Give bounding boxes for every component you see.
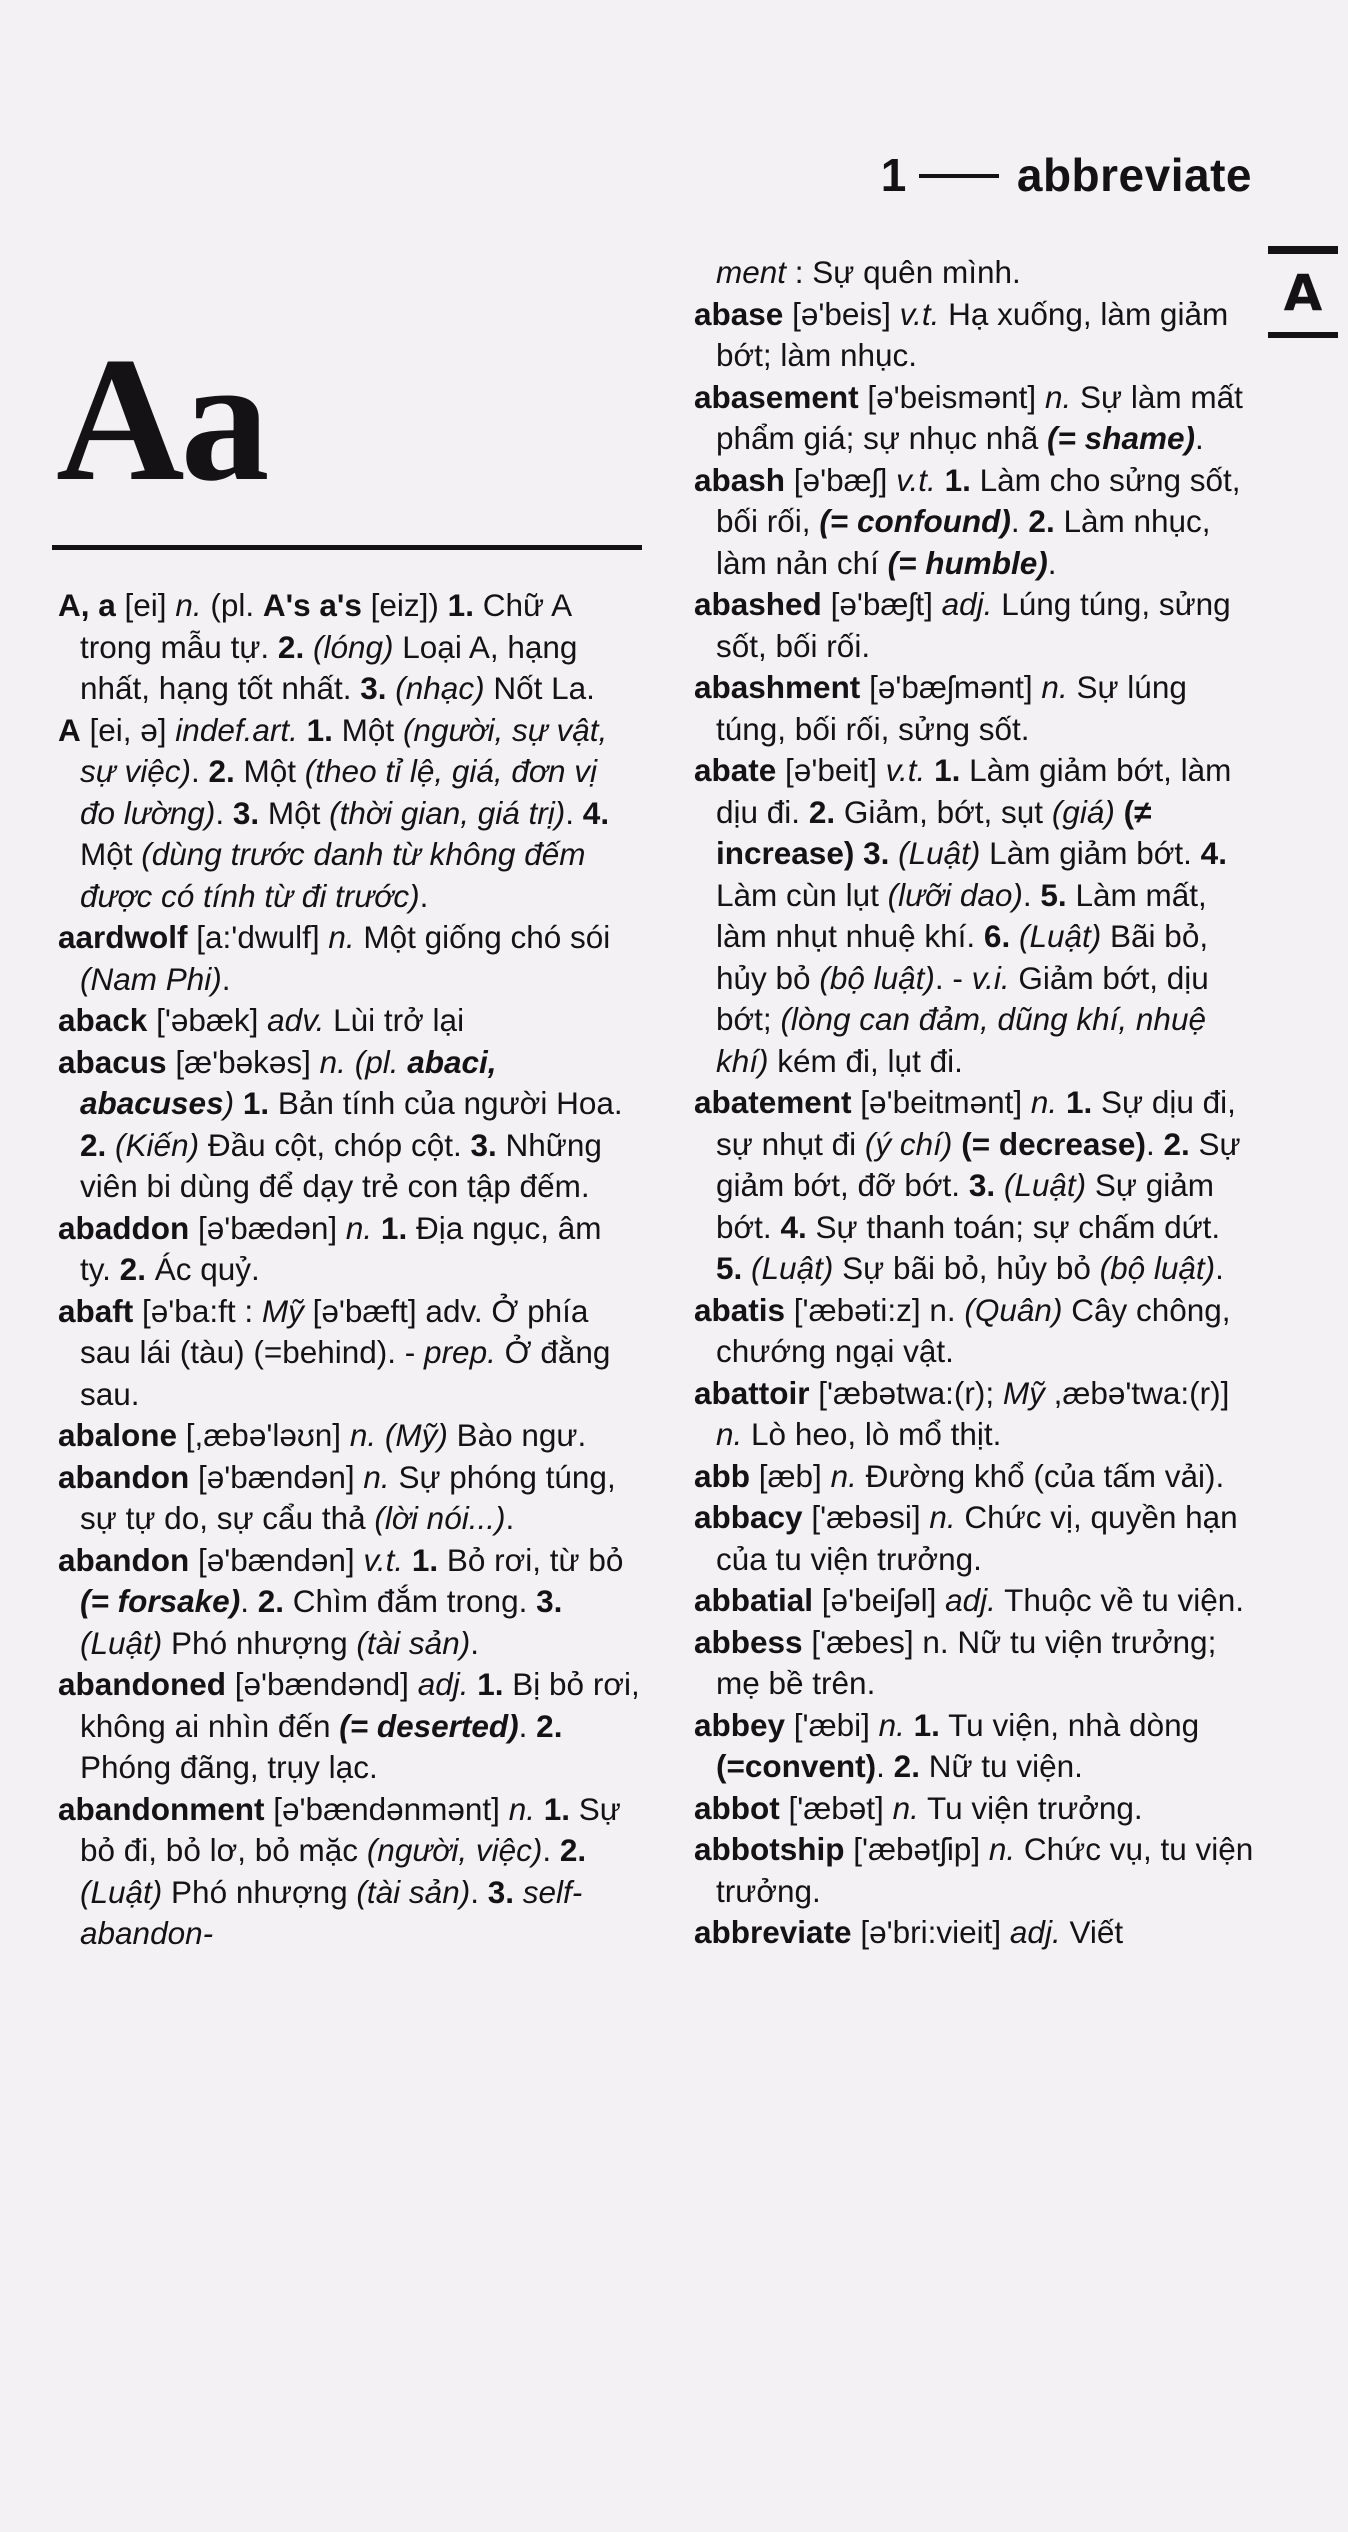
header-dash (919, 174, 999, 178)
entry-headword: abatement (694, 1084, 852, 1120)
entry-headword: abbotship (694, 1831, 845, 1867)
entry-headword: abaft (58, 1292, 134, 1329)
entry-definition: [ə'bændən] v.t. 1. Bỏ rơi, từ bỏ (= forsake). 2. Chìm đắm trong. 3. (Luật) Phó nhượng (tài sản). (80, 1541, 624, 1661)
entry-headword: abacus (58, 1043, 167, 1080)
entry-headword: abandon (58, 1541, 190, 1578)
entry-headword: abbot (694, 1789, 780, 1826)
entry-headword: abasement (694, 378, 859, 415)
entry-headword: abb (694, 1457, 751, 1494)
dictionary-entry (694, 1082, 1254, 1290)
entry-definition: [ə'beis] v.t. Hạ xuống, làm giảm bớt; làm nhục. (716, 295, 1229, 373)
entry-continuation: ment : Sự quên mình. (716, 254, 1021, 290)
entry-headword: abashed (694, 586, 822, 622)
entry-headword: abbey (694, 1706, 786, 1743)
entry-definition: ['æbətwa:(r); Mỹ ,æbə'twa:(r)] n. Lò heo, lò mổ thịt. (716, 1374, 1230, 1452)
dictionary-entry (58, 1042, 640, 1208)
entry-definition: [æb] n. Đường khổ (của tấm vải). (750, 1457, 1225, 1494)
entry-definition: [ə'bændən] n. Sự phóng túng, sự tự do, sự cẩu thả (lời nói...). (80, 1458, 616, 1536)
entry-definition: ['æbi] n. 1. Tu viện, nhà dòng (=convent). 2. Nữ tu viện. (716, 1706, 1200, 1784)
guide-word: abbreviate (1016, 149, 1252, 201)
section-rule (52, 545, 642, 550)
dictionary-entry (58, 1789, 640, 1955)
dictionary-entry (694, 294, 1254, 377)
entry-headword: abbess (694, 1623, 803, 1660)
entry-headword: abattoir (694, 1374, 810, 1411)
entry-headword: abandoned (58, 1666, 227, 1702)
section-letter: Aa (56, 320, 266, 518)
dictionary-entry (58, 917, 640, 1000)
dictionary-entry (694, 1580, 1254, 1622)
dictionary-entry (58, 1000, 640, 1042)
thumb-index-tab (1268, 246, 1338, 338)
dictionary-entry (58, 1457, 640, 1540)
entry-definition: [ə'bæʃ] v.t. 1. Làm cho sửng sốt, bối rối, (= confound). 2. Làm nhục, làm nản chí (= humble). (716, 461, 1241, 581)
dictionary-entry (694, 584, 1254, 667)
dictionary-entry (694, 750, 1254, 1082)
entry-definition: [ə'bændənmənt] n. 1. Sự bỏ đi, bỏ lơ, bỏ mặc (người, việc). 2. (Luật) Phó nhượng (tài sản). 3. self-abandon- (80, 1790, 621, 1951)
entry-headword: abandon (58, 1458, 190, 1495)
dictionary-entry (58, 1540, 640, 1665)
entry-definition: ['əbæk] adv. Lùi trở lại (147, 1002, 465, 1038)
dictionary-entry (694, 1912, 1254, 1954)
running-header (881, 148, 1252, 202)
entry-headword: A, a (58, 587, 116, 623)
dictionary-entry (58, 1415, 640, 1457)
entry-definition: [ə'bændənd] adj. 1. Bị bỏ rơi, không ai nhìn đến (= deserted). 2. Phóng đãng, trụy lạc. (80, 1666, 640, 1785)
entry-headword: abash (694, 461, 786, 498)
entry-definition: [ə'beiʃəl] adj. Thuộc về tu viện. (813, 1582, 1244, 1618)
page-number: 1 (880, 149, 907, 201)
dictionary-entry (58, 1291, 640, 1416)
entry-definition: [ə'bæʃmənt] n. Sự lúng túng, bối rối, sửng sốt. (716, 669, 1187, 747)
thumb-tab-letter: A (1283, 264, 1323, 322)
entry-headword: abandonment (58, 1790, 265, 1827)
dictionary-entry (694, 667, 1254, 750)
entry-definition: [ə'beitmənt] n. 1. Sự dịu đi, sự nhụt đi (ý chí) (= decrease). 2. Sự giảm bớt, đỡ bớt. 3. (Luật) Sự giảm bớt. 4. Sự thanh toán; sự chấm dứt. 5. (Luật) Sự bãi bỏ, hủy bỏ (bộ luật). (716, 1084, 1241, 1286)
entry-headword: abalone (58, 1417, 178, 1453)
right-column (694, 252, 1254, 1954)
entry-headword: abate (694, 752, 777, 788)
dictionary-entry (694, 377, 1254, 460)
dictionary-entry (694, 1705, 1254, 1788)
entry-headword: abase (694, 295, 784, 332)
entry-definition: [,æbə'ləʊn] n. (Mỹ) Bào ngư. (177, 1417, 587, 1453)
entry-headword: aardwolf (58, 919, 188, 955)
entry-headword: aback (58, 1002, 148, 1038)
entry-headword: A (58, 711, 81, 748)
dictionary-entry (58, 585, 640, 710)
entry-headword: abbatial (694, 1582, 814, 1618)
dictionary-entry (694, 460, 1254, 585)
dictionary-entry (58, 1664, 640, 1789)
dictionary-entry (694, 1622, 1254, 1705)
entry-definition: [ə'bæʃt] adj. Lúng túng, sửng sốt, bối rối. (716, 586, 1231, 664)
entry-definition: [ə'bri:vieit] adj. Viết (851, 1914, 1124, 1950)
entry-definition: [ei, ə] indef.art. 1. Một (người, sự vật, sự việc). 2. Một (theo tỉ lệ, giá, đơn vị đo lường). 3. Một (thời gian, giá trị). 4. Một (dùng trước danh từ không đếm được có tính từ đi trước). (80, 711, 610, 914)
entry-definition: [ə'ba:ft : Mỹ [ə'bæft] adv. Ở phía sau lái (tàu) (=behind). - prep. Ở đằng sau. (80, 1292, 611, 1412)
entry-headword: abatis (694, 1291, 786, 1328)
entry-definition: [a:'dwulf] n. Một giống chó sói (Nam Phi). (80, 919, 611, 997)
dictionary-entry (694, 1290, 1254, 1373)
entry-definition: ['æbəsi] n. Chức vị, quyền hạn của tu viện trưởng. (716, 1499, 1238, 1577)
dictionary-entry (58, 1208, 640, 1291)
dictionary-entry (694, 1788, 1254, 1830)
entry-definition: [ə'beit] v.t. 1. Làm giảm bớt, làm dịu đi. 2. Giảm, bớt, sụt (giá) (≠ increase) 3. (Luật) Làm giảm bớt. 4. Làm cùn lụt (lưỡi dao). 5. Làm mất, làm nhụt nhuệ khí. 6. (Luật) Bãi bỏ, hủy bỏ (bộ luật). - v.i. Giảm bớt, dịu bớt; (lòng can đảm, dũng khí, nhuệ khí) kém đi, lụt đi. (716, 752, 1232, 1079)
entry-definition: [ei] n. (pl. A's a's [eiz]) 1. Chữ A trong mẫu tự. 2. (lóng) Loại A, hạng nhất, hạng tốt nhất. 3. (nhạc) Nốt La. (80, 587, 595, 706)
entry-definition: [ə'beismənt] n. Sự làm mất phẩm giá; sự nhục nhã (= shame). (716, 378, 1243, 456)
entry-definition: ['æbətʃip] n. Chức vụ, tu viện trưởng. (716, 1831, 1254, 1909)
dictionary-entry (694, 1497, 1254, 1580)
entry-headword: abbacy (694, 1499, 803, 1535)
entry-definition: ['æbət] n. Tu viện trưởng. (779, 1789, 1143, 1826)
entry-headword: abbreviate (694, 1914, 852, 1950)
dictionary-entry (694, 1373, 1254, 1456)
entry-definition: ['æbəti:z] n. (Quân) Cây chông, chướng ngại vật. (716, 1291, 1231, 1369)
entry-definition: ['æbes] n. Nữ tu viện trưởng; mẹ bề trên. (716, 1623, 1217, 1701)
dictionary-entry (694, 1829, 1254, 1912)
left-column (58, 585, 640, 1955)
entry-headword: abaddon (58, 1209, 190, 1246)
entry-definition: [ə'bædən] n. 1. Địa ngục, âm ty. 2. Ác quỷ. (80, 1209, 602, 1287)
dictionary-entry (694, 1456, 1254, 1498)
entry-definition: [æ'bəkəs] n. (pl. abaci, abacuses) 1. Bản tính của người Hoa. 2. (Kiến) Đầu cột, chóp cột. 3. Những viên bi dùng để dạy trẻ con tập đếm. (80, 1043, 623, 1204)
entry-headword: abashment (694, 669, 861, 705)
dictionary-entry (58, 710, 640, 918)
